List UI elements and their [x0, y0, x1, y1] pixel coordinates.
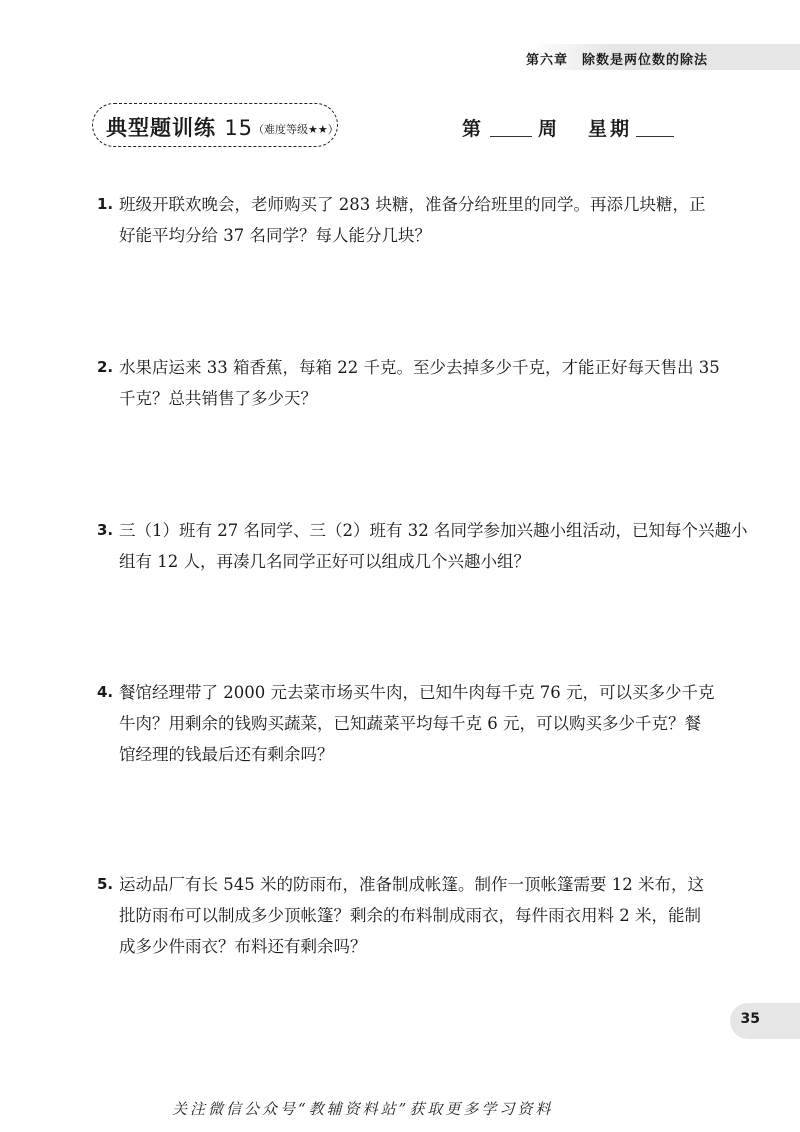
question-line: 好能平均分给 37 名同学？每人能分几块？ — [119, 226, 431, 245]
question-number: 2. — [97, 358, 114, 376]
difficulty-label: （难度等级★★） — [253, 123, 339, 136]
title-text: 典型题训练 — [106, 116, 216, 140]
weekday-label: 星期 — [588, 118, 633, 140]
question-line: 三（1）班有 27 名同学、三（2）班有 32 名同学参加兴趣小组活动，已知每个兴趣小 — [119, 521, 748, 540]
question-4 — [97, 677, 715, 770]
question-line: 千克？总共销售了多少天？ — [119, 389, 317, 408]
chapter-title: 除数是两位数的除法 — [581, 53, 708, 68]
question-number: 4. — [97, 683, 114, 701]
question-3 — [97, 515, 748, 577]
question-number: 3. — [97, 521, 114, 539]
question-number: 1. — [97, 195, 114, 213]
page-number: 35 — [740, 1011, 760, 1027]
question-2 — [97, 352, 720, 414]
worksheet-title — [106, 112, 339, 142]
title-number: 15 — [224, 116, 254, 140]
question-line: 牛肉？用剩余的钱购买蔬菜，已知蔬菜平均每千克 6 元，可以购买多少千克？餐 — [119, 714, 701, 733]
question-line: 馆经理的钱最后还有剩余吗？ — [119, 745, 334, 764]
chapter-label: 第六章 — [525, 53, 568, 68]
schedule-line — [462, 114, 674, 141]
question-line: 批防雨布可以制成多少顶帐篷？剩余的布料制成雨衣，每件雨衣用料 2 米，能制 — [119, 906, 701, 925]
question-line: 运动品厂有长 545 米的防雨布，准备制成帐篷。制作一顶帐篷需要 12 米布，这 — [119, 875, 704, 894]
question-number: 5. — [97, 875, 114, 893]
week-prefix: 第 — [462, 118, 485, 140]
question-line: 餐馆经理带了 2000 元去菜市场买牛肉，已知牛肉每千克 76 元，可以买多少千克 — [119, 683, 715, 702]
chapter-heading — [526, 49, 708, 68]
week-blank[interactable] — [490, 136, 532, 137]
footer-note: 关注微信公众号“教辅资料站”获取更多学习资料 — [172, 1100, 554, 1118]
question-line: 水果店运来 33 箱香蕉，每箱 22 千克。至少去掉多少千克，才能正好每天售出 35 — [119, 358, 720, 377]
question-line: 成多少件雨衣？布料还有剩余吗？ — [119, 937, 367, 956]
week-suffix: 周 — [538, 118, 561, 140]
question-5 — [97, 869, 707, 962]
question-line: 班级开联欢晚会，老师购买了 283 块糖，准备分给班里的同学。再添几块糖，正 — [119, 195, 706, 214]
weekday-blank[interactable] — [636, 136, 674, 137]
question-line: 组有 12 人，再凑几名同学正好可以组成几个兴趣小组？ — [119, 552, 530, 571]
question-1 — [97, 189, 707, 251]
